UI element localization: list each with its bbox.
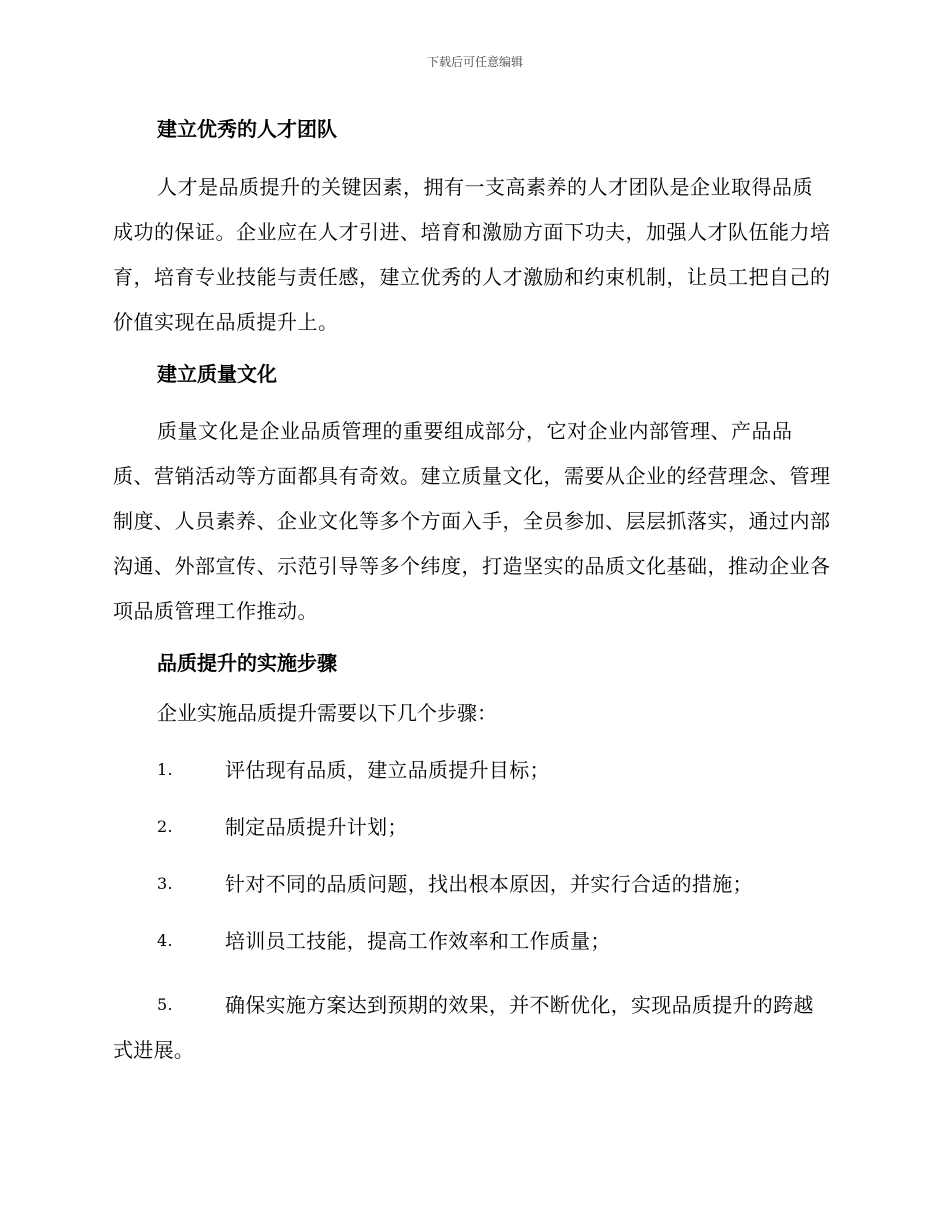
list-item-number: 4. (157, 931, 173, 950)
list-item-number: 1. (157, 760, 173, 779)
steps-list (113, 755, 833, 1073)
list-item (113, 755, 833, 785)
header-note: 下载后可任意编辑 (426, 55, 523, 69)
section-heading-talent: 建立优秀的人才团队 (157, 117, 337, 141)
list-item-number: 5. (157, 995, 173, 1014)
list-item-text: 评估现有品质，建立品质提升目标； (225, 758, 550, 782)
section-heading-steps: 品质提升的实施步骤 (157, 651, 337, 675)
section-paragraph-culture: 质量文化是企业品质管理的重要组成部分，它对企业内部管理、产品品质、营销活动等方面都具有奇效。建立质量文化，需要从企业的经营理念、管理制度、人员素养、企业文化等多个方面入手，全员参加、层层抓落实，通过内部沟通、外部宣传、示范引导等多个纬度，打造坚实的品质文化基础，推动企业各项品质管理工作推动。 (113, 419, 831, 623)
list-item (113, 869, 833, 899)
list-item-text: 确保实施方案达到预期的效果，并不断优化，实现品质提升的跨越式进展。 (113, 993, 814, 1062)
section-heading-culture: 建立质量文化 (157, 362, 277, 386)
document-body (113, 114, 833, 1073)
list-item-text: 针对不同的品质问题，找出根本原因，并实行合适的措施； (225, 872, 753, 896)
section-paragraph-talent: 人才是品质提升的关键因素，拥有一支高素养的人才团队是企业取得品质成功的保证。企业应在人才引进、培育和激励方面下功夫，加强人才队伍能力培育，培育专业技能与责任感，建立优秀的人才激励和约束机制，让员工把自己的价值实现在品质提升上。 (113, 175, 831, 334)
list-item-number: 3. (157, 874, 173, 893)
list-item (113, 812, 833, 842)
list-item-text: 培训员工技能，提高工作效率和工作质量； (225, 929, 611, 953)
list-item-number: 2. (157, 817, 173, 836)
list-item (113, 926, 833, 956)
list-item (113, 983, 833, 1073)
list-item-text: 制定品质提升计划； (225, 815, 408, 839)
steps-intro: 企业实施品质提升需要以下几个步骤： (157, 701, 497, 725)
